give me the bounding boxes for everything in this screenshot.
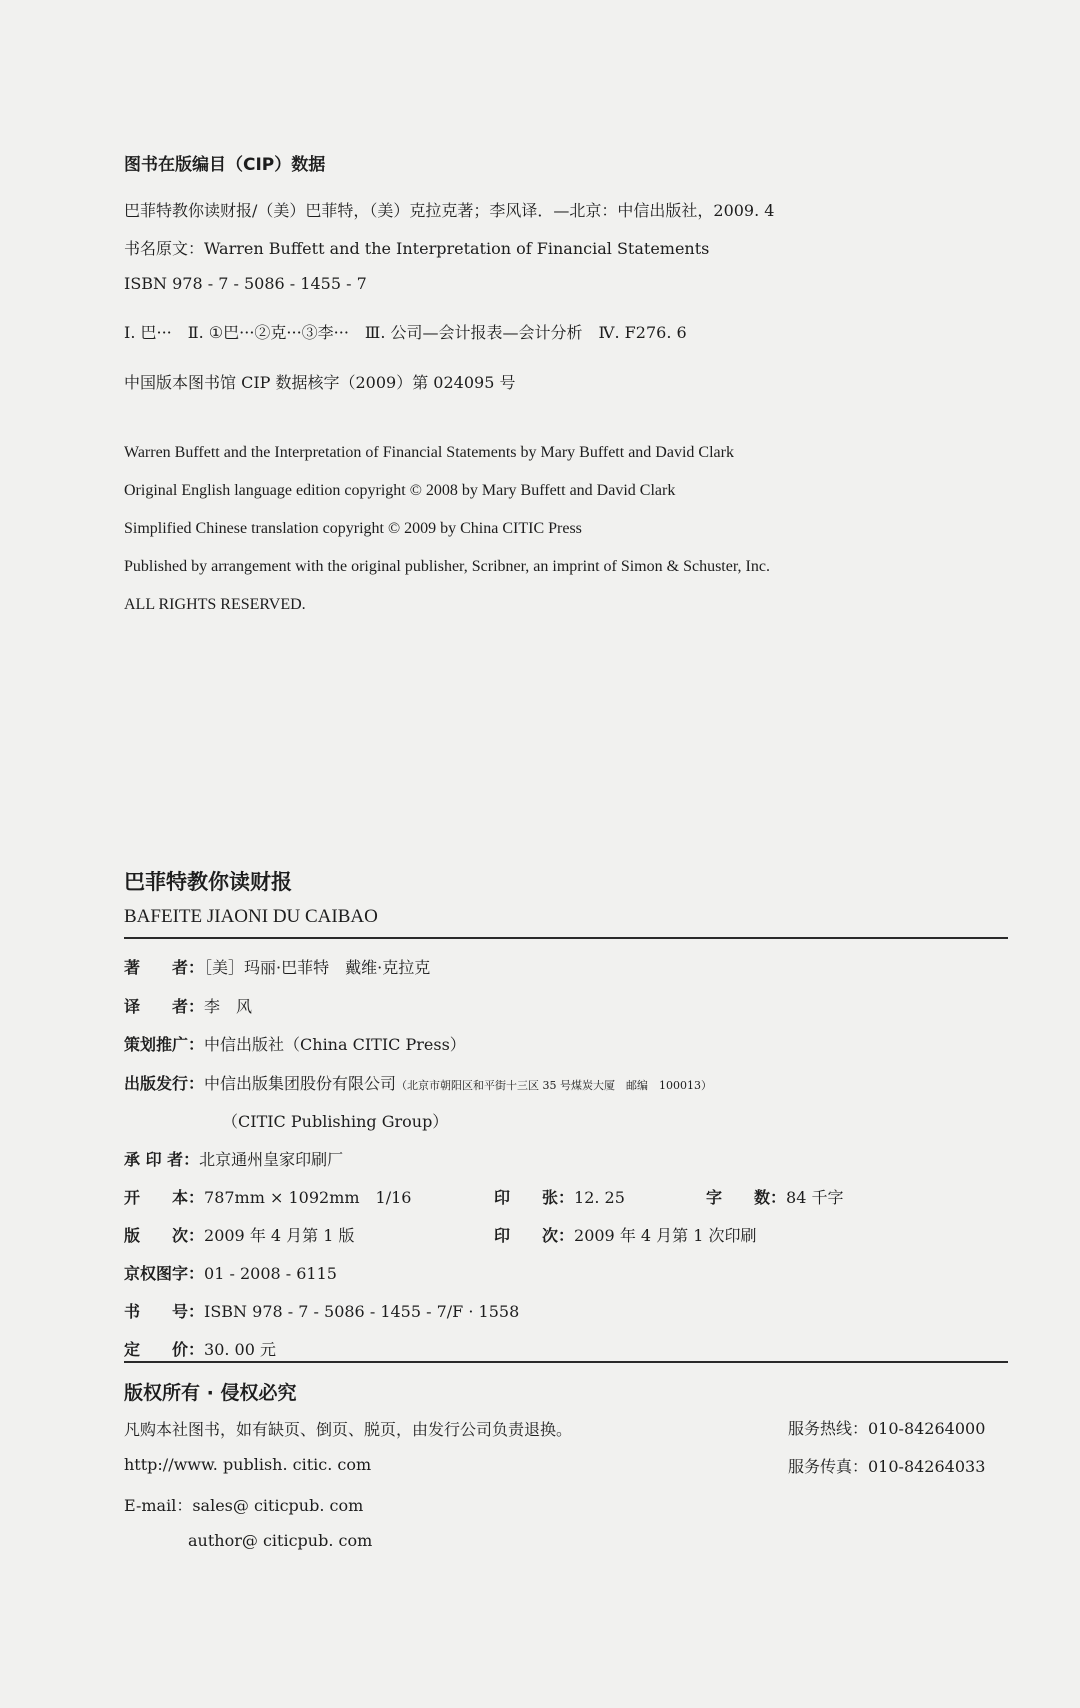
cip-isbn: ISBN 978 - 7 - 5086 - 1455 - 7 bbox=[124, 274, 367, 293]
sheets-row bbox=[494, 1185, 625, 1208]
planner-label: 策划推广： bbox=[124, 1035, 205, 1054]
author-value: ［美］玛丽·巴菲特 戴维·克拉克 bbox=[204, 958, 431, 977]
bottom-rule bbox=[124, 1361, 1008, 1363]
translator-row bbox=[124, 994, 252, 1017]
words-row bbox=[706, 1185, 843, 1208]
isbn-row bbox=[124, 1299, 519, 1322]
translator-label: 译 者： bbox=[124, 997, 205, 1016]
cip-line-2: 书名原文：Warren Buffett and the Interpretation of Financial Statements bbox=[124, 239, 710, 258]
edition-row bbox=[124, 1223, 355, 1246]
rights-row bbox=[124, 1261, 337, 1284]
words-value: 84 千字 bbox=[786, 1188, 844, 1207]
printer-value: 北京通州皇家印刷厂 bbox=[199, 1150, 344, 1169]
publisher-value: 中信出版集团股份有限公司 bbox=[204, 1074, 397, 1093]
cip-record-number: 中国版本图书馆 CIP 数据核字（2009）第 024095 号 bbox=[124, 373, 516, 392]
return-notice: 凡购本社图书，如有缺页、倒页、脱页，由发行公司负责退换。 bbox=[124, 1420, 573, 1439]
printing-value: 2009 年 4 月第 1 次印刷 bbox=[574, 1226, 757, 1245]
translator-value: 李 风 bbox=[204, 997, 253, 1016]
format-row bbox=[124, 1185, 411, 1208]
isbn-value: ISBN 978 - 7 - 5086 - 1455 - 7/F · 1558 bbox=[204, 1302, 520, 1321]
service-fax: 服务传真：010-84264033 bbox=[788, 1457, 986, 1476]
publisher-en: （CITIC Publishing Group） bbox=[222, 1112, 449, 1131]
book-title: 巴菲特教你读财报 bbox=[124, 870, 292, 894]
author-row bbox=[124, 955, 430, 978]
printer-row bbox=[124, 1147, 343, 1170]
printing-row bbox=[494, 1223, 757, 1246]
copyright-line-2: Original English language edition copyright © 2008 by Mary Buffett and David Clark bbox=[124, 482, 676, 499]
website-link[interactable]: http://www. publish. citic. com bbox=[124, 1455, 372, 1474]
email-link[interactable]: E-mail：sales@ citicpub. com bbox=[124, 1496, 364, 1515]
sheets-label: 印 张： bbox=[494, 1188, 575, 1207]
publisher-row bbox=[124, 1071, 712, 1094]
words-label: 字 数： bbox=[706, 1188, 787, 1207]
cip-classification: Ⅰ. 巴··· Ⅱ. ①巴···②克···③李··· Ⅲ. 公司—会计报表—会计分析 Ⅳ. F276. 6 bbox=[124, 323, 687, 342]
format-label: 开 本： bbox=[124, 1188, 205, 1207]
copyright-line-1: Warren Buffett and the Interpretation of Financial Statements by Mary Buffett and David Clark bbox=[124, 444, 734, 461]
sheets-value: 12. 25 bbox=[574, 1188, 625, 1207]
cip-title: 图书在版编目（CIP）数据 bbox=[124, 155, 326, 175]
printer-label: 承 印 者： bbox=[124, 1150, 200, 1169]
edition-value: 2009 年 4 月第 1 版 bbox=[204, 1226, 355, 1245]
book-pinyin: BAFEITE JIAONI DU CAIBAO bbox=[124, 906, 378, 927]
printing-label: 印 次： bbox=[494, 1226, 575, 1245]
copyright-line-5: ALL RIGHTS RESERVED. bbox=[124, 596, 306, 613]
publisher-label: 出版发行： bbox=[124, 1074, 205, 1093]
rights-value: 01 - 2008 - 6115 bbox=[204, 1264, 337, 1283]
planner-row bbox=[124, 1032, 466, 1055]
author-label: 著 者： bbox=[124, 958, 205, 977]
copyright-line-3: Simplified Chinese translation copyright © 2009 by China CITIC Press bbox=[124, 520, 582, 537]
planner-value: 中信出版社（China CITIC Press） bbox=[204, 1035, 466, 1054]
price-row bbox=[124, 1337, 276, 1360]
price-label: 定 价： bbox=[124, 1340, 205, 1359]
rights-label: 京权图字： bbox=[124, 1264, 205, 1283]
copyright-line-4: Published by arrangement with the original publisher, Scribner, an imprint of Simon & Schuster, Inc. bbox=[124, 558, 770, 575]
isbn-label: 书 号： bbox=[124, 1302, 205, 1321]
price-value: 30. 00 元 bbox=[204, 1340, 276, 1359]
edition-label: 版 次： bbox=[124, 1226, 205, 1245]
rights-reserved-title: 版权所有 · 侵权必究 bbox=[124, 1382, 297, 1404]
publisher-address: （北京市朝阳区和平街十三区 35 号煤炭大厦 邮编 100013） bbox=[396, 1079, 713, 1092]
email-link-2[interactable]: author@ citicpub. com bbox=[188, 1531, 373, 1550]
top-rule bbox=[124, 937, 1008, 939]
cip-line-1: 巴菲特教你读财报/（美）巴菲特，（美）克拉克著；李风译．—北京：中信出版社，2009. 4 bbox=[124, 201, 775, 220]
service-hotline: 服务热线：010-84264000 bbox=[788, 1419, 986, 1438]
format-value: 787mm × 1092mm 1/16 bbox=[204, 1188, 412, 1207]
